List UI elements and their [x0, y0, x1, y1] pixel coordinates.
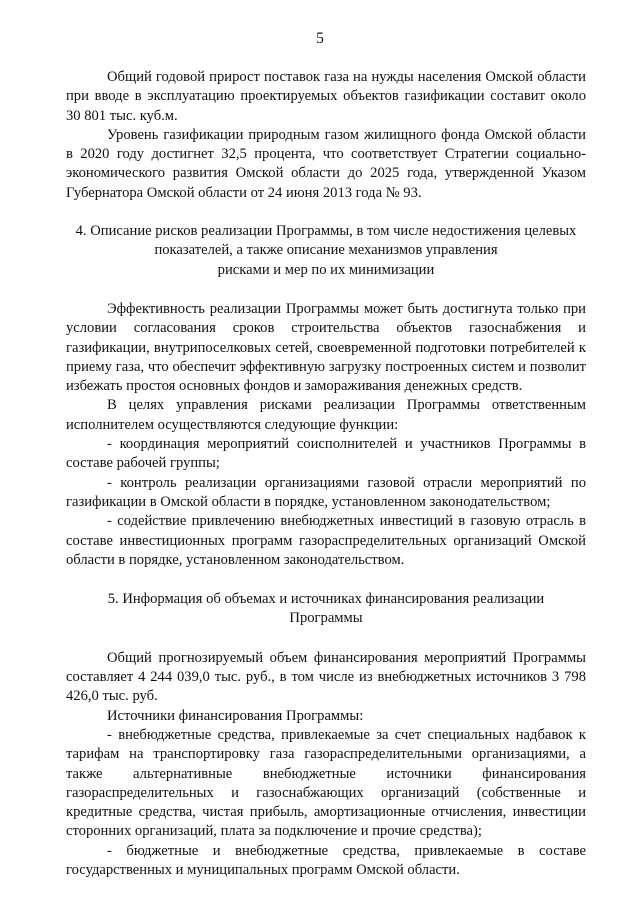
page-number: 5 — [316, 30, 324, 47]
list-item: - содействие привлечению внебюджетных инвестиций в газовую отрасль в составе инвестиционных программ газораспределительных организаций Омской области в порядке, установленном законодательством. — [66, 513, 586, 568]
list-item: - координация мероприятий соисполнителей и участников Программы в составе рабочей группы; — [66, 436, 586, 472]
paragraph: Источники финансирования Программы: — [107, 707, 364, 724]
heading-line: Программы — [289, 610, 363, 627]
paragraph: В целях управления рисками реализации Программы ответственным исполнителем осуществляются следующие функции: — [66, 397, 586, 433]
paragraph: Общий годовой прирост поставок газа на нужды населения Омской области при вводе в эксплуатацию проектируемых объектов газификации составит около 30 801 тыс. куб.м. — [66, 69, 586, 124]
section-5-heading — [66, 590, 586, 629]
section-4-heading — [66, 222, 586, 280]
heading-line: 5. Информация об объемах и источниках финансирования реализации — [107, 591, 545, 608]
list-item: - контроль реализации организациями газовой отрасли мероприятий по газификации в Омской области в порядке, установленном законодательством; — [66, 474, 586, 510]
document-body — [66, 68, 586, 880]
paragraph: Общий прогнозируемый объем финансирования мероприятий Программы составляет 4 244 039,0 тыс. руб., в том числе из внебюджетных источников 3 798 426,0 тыс. руб. — [66, 649, 586, 705]
heading-line: показателей, а также описание механизмов управления — [154, 242, 498, 259]
list-item: - внебюджетные средства, привлекаемые за счет специальных надбавок к тарифам на транспортировку газа газораспределительными организациями, а также альтернативные внебюджетные источники финансирования газораспределительных и газоснабжающих организаций (собственные и кредитные средства, чистая прибыль, амортизационные отчисления, инвестиции сторонних организаций, плата за подключение и прочие средства); — [66, 726, 586, 840]
heading-line: рисками и мер по их минимизации — [217, 261, 435, 278]
paragraph: Уровень газификации природным газом жилищного фонда Омской области в 2020 году достигнет 32,5 процента, что соответствует Стратегии социально-экономического развития Омской области до 2025 года, утвержденной Указом Губернатора Омской области от 24 июня 2013 года № 93. — [66, 126, 586, 201]
list-item: - бюджетные и внебюджетные средства, привлекаемые в составе государственных и муниципальных программ Омской области. — [66, 842, 586, 878]
paragraph: Эффективность реализации Программы может быть достигнута только при условии согласования сроков строительства объектов газоснабжения и газификации, внутрипоселковых сетей, своевременной подготовки потребителей к приему газа, что обеспечит эффективную загрузку построенных систем и позволит избежать простоя основных фондов и замораживания денежных средств. — [66, 300, 586, 395]
heading-line: 4. Описание рисков реализации Программы, в том числе недостижения целевых — [75, 223, 577, 240]
